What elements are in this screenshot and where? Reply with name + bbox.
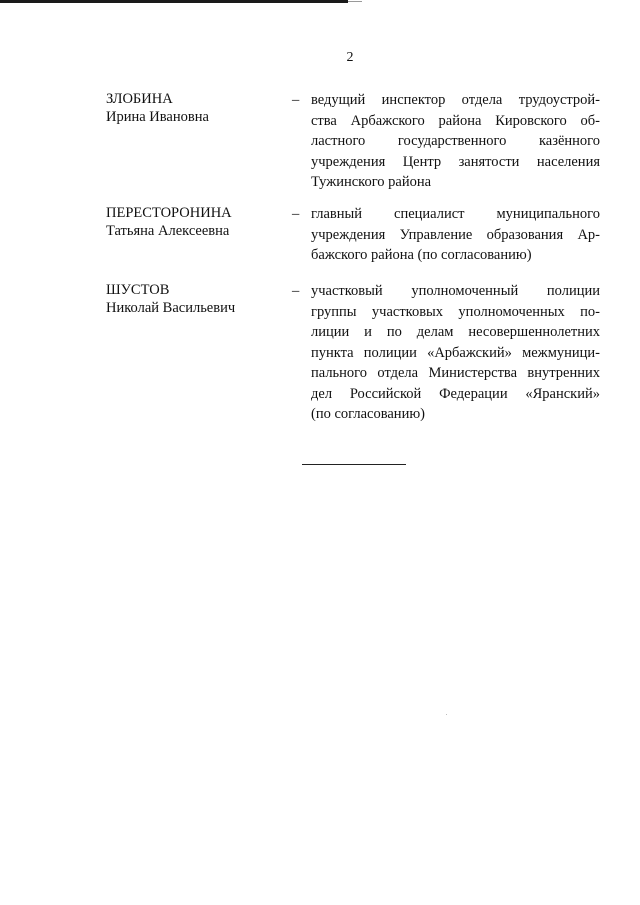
position-line: группы участковых уполномоченных по-	[311, 303, 600, 320]
position-line: Тужинского района	[311, 174, 432, 190]
top-edge-rule	[0, 0, 348, 3]
end-of-list-rule	[302, 464, 406, 465]
position-line: пального отдела Министерства внутренних	[311, 365, 600, 381]
member-name	[106, 90, 286, 126]
top-edge-rule-tail	[348, 1, 362, 2]
position-line: участковый уполномоченный полиции	[311, 283, 600, 299]
position-line: ластного государственного казённого	[311, 133, 600, 149]
member-name	[106, 281, 286, 317]
position-line: ведущий инспектор отдела трудоустрой-	[311, 92, 600, 108]
position-line: дел Российской Федерации «Яранский»	[311, 385, 600, 402]
member-position	[311, 90, 600, 193]
page-number: 2	[346, 50, 354, 65]
position-line: учреждения Управление образования Ар-	[311, 226, 600, 243]
member-given-names: Татьяна Алексеевна	[106, 223, 230, 239]
dash-separator: –	[292, 92, 300, 108]
member-given-names: Ирина Ивановна	[106, 109, 209, 125]
position-line: пункта полиции «Арбажский» межмуници-	[311, 344, 600, 361]
position-line: (по согласованию)	[311, 406, 425, 422]
position-line: ства Арбажского района Кировского об-	[311, 112, 600, 129]
member-surname: ПЕРЕСТОРОНИНА	[106, 205, 232, 221]
member-given-names: Николай Васильевич	[106, 300, 236, 316]
position-line: учреждения Центр занятости населения	[311, 153, 600, 170]
position-line: лиции и по делам несовершеннолетних	[311, 324, 600, 340]
member-surname: ШУСТОВ	[106, 282, 170, 298]
member-name	[106, 204, 286, 240]
member-surname: ЗЛОБИНА	[106, 91, 173, 107]
dash-separator: –	[292, 206, 300, 222]
position-line: главный специалист муниципального	[311, 206, 600, 222]
position-line: бажского района (по согласованию)	[311, 247, 532, 263]
scan-speck	[446, 714, 447, 715]
member-position	[311, 281, 600, 425]
dash-separator: –	[292, 283, 300, 299]
member-position	[311, 204, 600, 266]
